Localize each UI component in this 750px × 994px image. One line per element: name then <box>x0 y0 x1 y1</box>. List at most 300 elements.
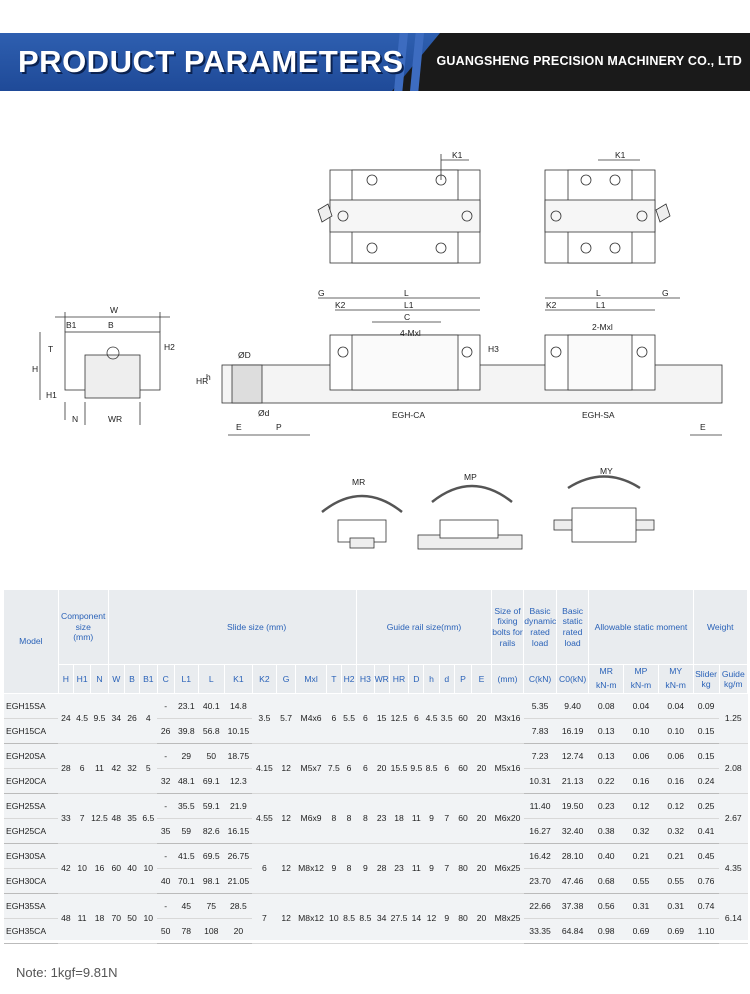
table-cell: 7 <box>252 893 276 943</box>
table-cell: 4.5 <box>424 693 439 743</box>
table-row <box>4 843 748 868</box>
table-cell: 7.23 <box>524 743 557 768</box>
table-cell: 9 <box>424 843 439 893</box>
table-cell: 26 <box>124 693 139 743</box>
table-cell: 5 <box>140 743 157 793</box>
column-header: H3 <box>357 665 374 694</box>
g-label-right: G <box>662 288 669 298</box>
table-cell: 18 <box>91 893 108 943</box>
model-cell: EGH30SA <box>4 843 58 868</box>
table-cell: 9 <box>424 793 439 843</box>
column-header <box>693 665 719 694</box>
table-cell: 64.84 <box>556 918 589 943</box>
table-cell: 3.5 <box>252 693 276 743</box>
table-cell: 0.69 <box>658 918 693 943</box>
table-cell: 5.7 <box>276 693 296 743</box>
top-view-ca <box>318 154 480 263</box>
table-cell: 0.69 <box>624 918 659 943</box>
moment-unit: kN-m <box>630 679 652 690</box>
table-cell: 0.23 <box>589 793 624 818</box>
k1-label-ca: K1 <box>452 150 463 160</box>
table-cell: 50 <box>124 893 139 943</box>
spacer-header <box>108 590 157 665</box>
table-cell: 0.10 <box>658 718 693 743</box>
table-cell: 21.05 <box>224 868 252 893</box>
column-header <box>658 665 693 694</box>
column-header: T <box>326 665 341 694</box>
table-cell: 80 <box>454 843 471 893</box>
table-cell: 9.5 <box>409 743 424 793</box>
table-cell: 14 <box>409 893 424 943</box>
table-cell: 10 <box>73 843 90 893</box>
table-cell: 9.40 <box>556 693 589 718</box>
column-header: C0(kN) <box>556 665 589 694</box>
table-cell: 0.04 <box>658 693 693 718</box>
table-cell: 28 <box>58 743 73 793</box>
table-cell: 0.10 <box>624 718 659 743</box>
table-cell: 0.40 <box>589 843 624 868</box>
model-cell: EGH30CA <box>4 868 58 893</box>
table-cell: 6 <box>357 743 374 793</box>
table-cell: 12.74 <box>556 743 589 768</box>
table-cell: 0.31 <box>658 893 693 918</box>
mxl-ca-label: 4-Mxl <box>400 328 421 338</box>
table-cell: 40 <box>157 868 174 893</box>
table-cell: 10.15 <box>224 718 252 743</box>
table-cell: M4x6 <box>296 693 326 743</box>
column-header <box>589 665 624 694</box>
k1-label-sa: K1 <box>615 150 626 160</box>
p-label: P <box>276 422 282 432</box>
table-cell: 24 <box>58 693 73 743</box>
static-load-header: Basic static rated load <box>556 590 589 665</box>
table-cell: 6 <box>357 693 374 743</box>
table-cell: 1.25 <box>719 693 747 743</box>
table-cell: 29 <box>174 743 198 768</box>
table-cell: 0.06 <box>658 743 693 768</box>
table-cell: 20 <box>472 843 492 893</box>
egh-sa-label: EGH-SA <box>582 410 615 420</box>
moment-unit: kN-m <box>595 679 617 690</box>
k2-label-left: K2 <box>335 300 346 310</box>
table-cell: 16 <box>91 843 108 893</box>
table-cell: 35 <box>157 818 174 843</box>
model-cell: EGH20SA <box>4 743 58 768</box>
table-cell: 4.55 <box>252 793 276 843</box>
table-cell: 2.67 <box>719 793 747 843</box>
table-cell: 23.1 <box>174 693 198 718</box>
table-cell: 18 <box>389 793 409 843</box>
column-header: Mxl <box>296 665 326 694</box>
table-cell: - <box>157 693 174 718</box>
column-header: C <box>157 665 174 694</box>
column-header: H2 <box>341 665 356 694</box>
column-header: (mm) <box>491 665 524 694</box>
component-size-header: Component size (mm) <box>58 590 108 665</box>
table-cell: 8 <box>341 793 356 843</box>
table-cell: 8 <box>357 793 374 843</box>
table-cell: 10 <box>140 893 157 943</box>
h3-label: H3 <box>488 344 499 354</box>
table-cell: 12.5 <box>91 793 108 843</box>
table-cell: 12.3 <box>224 768 252 793</box>
column-header: h <box>424 665 439 694</box>
column-header: B <box>124 665 139 694</box>
mp-label: MP <box>464 472 477 482</box>
column-header: G <box>276 665 296 694</box>
table-cell: 0.55 <box>624 868 659 893</box>
table-cell: 11.40 <box>524 793 557 818</box>
table-cell: M8x12 <box>296 893 326 943</box>
table-cell: 34 <box>374 893 389 943</box>
mxl-sa-label: 2-Mxl <box>592 322 613 332</box>
table-cell: 3.5 <box>439 693 454 743</box>
column-header: H1 <box>73 665 90 694</box>
table-cell: 70 <box>108 893 124 943</box>
table-cell: 48.1 <box>174 768 198 793</box>
table-cell: 8 <box>326 793 341 843</box>
table-cell: 11 <box>409 793 424 843</box>
table-cell: 78 <box>174 918 198 943</box>
table-cell: M5x7 <box>296 743 326 793</box>
table-cell: 6 <box>341 743 356 793</box>
l-label-left: L <box>404 288 409 298</box>
table-cell: 41.5 <box>174 843 198 868</box>
table-cell: 23.70 <box>524 868 557 893</box>
table-cell: 0.21 <box>624 843 659 868</box>
column-header: C(kN) <box>524 665 557 694</box>
table-cell: M8x12 <box>296 843 326 893</box>
phi-d-upper-label: ØD <box>238 350 251 360</box>
end-view <box>40 312 170 425</box>
table-cell: 9 <box>439 893 454 943</box>
table-cell: 80 <box>454 893 471 943</box>
table-cell: 12 <box>276 843 296 893</box>
table-cell: 7 <box>73 793 90 843</box>
table-cell: 0.56 <box>589 893 624 918</box>
table-cell: 7.83 <box>524 718 557 743</box>
table-cell: M6x9 <box>296 793 326 843</box>
small-h-label: h <box>206 372 211 382</box>
column-header: HR <box>389 665 409 694</box>
weight-header: Weight <box>693 590 747 665</box>
table-cell: 0.22 <box>589 768 624 793</box>
table-cell: 33.35 <box>524 918 557 943</box>
table-row <box>4 693 748 718</box>
model-cell: EGH15SA <box>4 693 58 718</box>
table-cell: 32 <box>157 768 174 793</box>
table-cell: 0.12 <box>624 793 659 818</box>
table-cell: 33 <box>58 793 73 843</box>
slider-weight-header: Slider <box>695 668 718 679</box>
table-cell: M8x25 <box>491 893 524 943</box>
weight-unit: kg/m <box>723 678 743 689</box>
b-label: B <box>108 320 114 330</box>
table-cell: M6x25 <box>491 843 524 893</box>
table-cell: 20 <box>472 893 492 943</box>
model-cell: EGH25SA <box>4 793 58 818</box>
table-cell: 22.66 <box>524 893 557 918</box>
model-cell: EGH35CA <box>4 918 58 943</box>
table-cell: 26.75 <box>224 843 252 868</box>
table-cell: 34 <box>108 693 124 743</box>
table-cell: 12 <box>424 893 439 943</box>
table-cell: 39.8 <box>174 718 198 743</box>
table-cell: 9 <box>326 843 341 893</box>
table-cell: 0.09 <box>693 693 719 718</box>
column-header: N <box>91 665 108 694</box>
table-cell: 60 <box>108 843 124 893</box>
table-cell: 19.50 <box>556 793 589 818</box>
table-cell: 28.10 <box>556 843 589 868</box>
table-cell: 21.13 <box>556 768 589 793</box>
table-cell: 0.74 <box>693 893 719 918</box>
table-cell: 56.8 <box>198 718 224 743</box>
table-cell: 28 <box>374 843 389 893</box>
table-cell: 0.76 <box>693 868 719 893</box>
table-cell: 20 <box>374 743 389 793</box>
table-cell: 8.5 <box>424 743 439 793</box>
table-cell: 42 <box>58 843 73 893</box>
page-title: PRODUCT PARAMETERS <box>18 44 404 79</box>
table-cell: M5x16 <box>491 743 524 793</box>
table-cell: 32.40 <box>556 818 589 843</box>
column-header: P <box>454 665 471 694</box>
model-cell: EGH20CA <box>4 768 58 793</box>
table-cell: 28.5 <box>224 893 252 918</box>
c-label: C <box>404 312 411 322</box>
table-cell: 40.1 <box>198 693 224 718</box>
table-cell: 6.5 <box>140 793 157 843</box>
table-cell: 12 <box>276 793 296 843</box>
table-cell: 12 <box>276 893 296 943</box>
column-header: L1 <box>174 665 198 694</box>
table-cell: 7 <box>439 793 454 843</box>
table-cell: 2.08 <box>719 743 747 793</box>
weight-unit: kg <box>701 678 711 689</box>
table-cell: 0.24 <box>693 768 719 793</box>
moment-symbol: MP <box>634 666 648 676</box>
guide-rail-size-header: Guide rail size(mm) <box>357 590 492 665</box>
table-cell: 15 <box>374 693 389 743</box>
table-row <box>4 793 748 818</box>
company-name: GUANGSHENG PRECISION MACHINERY CO., LTD <box>436 54 742 68</box>
h-label: H <box>32 364 39 374</box>
table-cell: 0.32 <box>624 818 659 843</box>
table-cell: 0.12 <box>658 793 693 818</box>
table-cell: 0.16 <box>658 768 693 793</box>
table-cell: 26 <box>157 718 174 743</box>
moment-mr-diagram <box>322 496 402 548</box>
model-cell: EGH15CA <box>4 718 58 743</box>
table-cell: 6 <box>326 693 341 743</box>
table-cell: - <box>157 743 174 768</box>
table-cell: 5.35 <box>524 693 557 718</box>
table-cell: 6 <box>252 843 276 893</box>
table-cell: 4.5 <box>73 693 90 743</box>
table-cell: M3x16 <box>491 693 524 743</box>
table-cell: 0.15 <box>693 743 719 768</box>
column-header: D <box>409 665 424 694</box>
table-cell: 10.31 <box>524 768 557 793</box>
table-cell: 59.1 <box>198 793 224 818</box>
table-cell: - <box>157 793 174 818</box>
column-header: K1 <box>224 665 252 694</box>
table-cell: 40 <box>124 843 139 893</box>
moment-symbol: MR <box>599 666 613 676</box>
moment-header: Allowable static moment <box>589 590 693 665</box>
l-label-right: L <box>596 288 601 298</box>
column-header: L <box>198 665 224 694</box>
column-header: B1 <box>140 665 157 694</box>
h2-label: H2 <box>164 342 175 352</box>
table-cell: 6.14 <box>719 893 747 943</box>
table-cell: 8 <box>341 843 356 893</box>
column-header: E <box>472 665 492 694</box>
table-cell: - <box>157 843 174 868</box>
table-cell: 10 <box>326 893 341 943</box>
table-cell: 16.27 <box>524 818 557 843</box>
table-cell: 0.16 <box>624 768 659 793</box>
parameters-table <box>4 590 748 944</box>
table-cell: 60 <box>454 793 471 843</box>
moment-my-diagram <box>554 477 654 543</box>
phi-d-lower-label: Ød <box>258 408 270 418</box>
table-cell: 0.08 <box>589 693 624 718</box>
dynamic-load-header: Basic dynamic rated load <box>524 590 557 665</box>
table-cell: 9 <box>357 843 374 893</box>
top-view-sa <box>545 160 670 263</box>
table-cell: 20 <box>472 793 492 843</box>
table-cell: M6x20 <box>491 793 524 843</box>
table-cell: 21.9 <box>224 793 252 818</box>
table-cell: 18.75 <box>224 743 252 768</box>
table-cell: 35.5 <box>174 793 198 818</box>
footnote: Note: 1kgf=9.81N <box>16 965 118 980</box>
my-label: MY <box>600 466 613 476</box>
l1-label-right: L1 <box>596 300 606 310</box>
table-cell: 14.8 <box>224 693 252 718</box>
table-cell: 15.5 <box>389 743 409 793</box>
table-cell: 16.15 <box>224 818 252 843</box>
header-banner <box>0 33 750 91</box>
table-row <box>4 743 748 768</box>
table-cell: 0.06 <box>624 743 659 768</box>
table-cell: 20 <box>472 743 492 793</box>
table-cell: 0.98 <box>589 918 624 943</box>
table-row <box>4 893 748 918</box>
column-header: K2 <box>252 665 276 694</box>
wr-label: WR <box>108 414 123 424</box>
table-cell: 20 <box>224 918 252 943</box>
table-cell: 0.13 <box>589 743 624 768</box>
k2-label-right: K2 <box>546 300 557 310</box>
table-cell: 23 <box>374 793 389 843</box>
table-cell: 5.5 <box>341 693 356 743</box>
table-cell: 70.1 <box>174 868 198 893</box>
guide-weight-header: Guide <box>721 668 745 679</box>
table-cell: 11 <box>73 893 90 943</box>
table-cell: 0.45 <box>693 843 719 868</box>
table-cell: 75 <box>198 893 224 918</box>
table-cell: 0.13 <box>589 718 624 743</box>
table-cell: 8.5 <box>357 893 374 943</box>
table-cell: 1.10 <box>693 918 719 943</box>
moment-mp-diagram <box>418 486 522 549</box>
table-cell: 48 <box>108 793 124 843</box>
e-label-left: E <box>236 422 242 432</box>
table-cell: 8.5 <box>341 893 356 943</box>
model-header: Model <box>4 590 58 693</box>
model-cell: EGH35SA <box>4 893 58 918</box>
table-cell: 0.15 <box>693 718 719 743</box>
bolts-header: Size of fixing bolts for rails <box>491 590 524 665</box>
moment-symbol: MY <box>669 666 683 676</box>
table-cell: 32 <box>124 743 139 793</box>
table-cell: 0.21 <box>658 843 693 868</box>
table-cell: 0.31 <box>624 893 659 918</box>
table-cell: 0.68 <box>589 868 624 893</box>
table-cell: 7 <box>439 843 454 893</box>
table-cell: 98.1 <box>198 868 224 893</box>
table-cell: 45 <box>174 893 198 918</box>
table-cell: 59 <box>174 818 198 843</box>
table-cell: 16.42 <box>524 843 557 868</box>
t-label: T <box>48 344 54 354</box>
l1-label-left: L1 <box>404 300 414 310</box>
table-cell: 108 <box>198 918 224 943</box>
model-cell: EGH25CA <box>4 818 58 843</box>
w-label: W <box>110 305 119 315</box>
g-label-left: G <box>318 288 325 298</box>
table-cell: 4.15 <box>252 743 276 793</box>
table-cell: 42 <box>108 743 124 793</box>
table-cell: 23 <box>389 843 409 893</box>
slide-size-header: Slide size (mm) <box>157 590 357 665</box>
table-cell: 82.6 <box>198 818 224 843</box>
table-cell: 60 <box>454 743 471 793</box>
table-cell: 35 <box>124 793 139 843</box>
table-cell: 20 <box>472 693 492 743</box>
table-cell: 7.5 <box>326 743 341 793</box>
column-header: W <box>108 665 124 694</box>
table-cell: 69.5 <box>198 843 224 868</box>
table-cell: 12 <box>276 743 296 793</box>
technical-drawing <box>0 140 750 560</box>
table-cell: 48 <box>58 893 73 943</box>
table-cell: 60 <box>454 693 471 743</box>
table-cell: 47.46 <box>556 868 589 893</box>
table-cell: 0.38 <box>589 818 624 843</box>
table-cell: 50 <box>198 743 224 768</box>
table-cell: 11 <box>91 743 108 793</box>
table-cell: 4 <box>140 693 157 743</box>
table-cell: 12.5 <box>389 693 409 743</box>
egh-ca-label: EGH-CA <box>392 410 426 420</box>
column-header <box>719 665 747 694</box>
moment-unit: kN-m <box>665 679 686 690</box>
hr-label: HR <box>196 376 209 386</box>
table-cell: 27.5 <box>389 893 409 943</box>
column-header <box>624 665 659 694</box>
table-cell: 50 <box>157 918 174 943</box>
b1-label: B1 <box>66 320 77 330</box>
e-label-right: E <box>700 422 706 432</box>
table-cell: 4.35 <box>719 843 747 893</box>
table-cell: 0.32 <box>658 818 693 843</box>
table-cell: 0.55 <box>658 868 693 893</box>
table-cell: 9.5 <box>91 693 108 743</box>
